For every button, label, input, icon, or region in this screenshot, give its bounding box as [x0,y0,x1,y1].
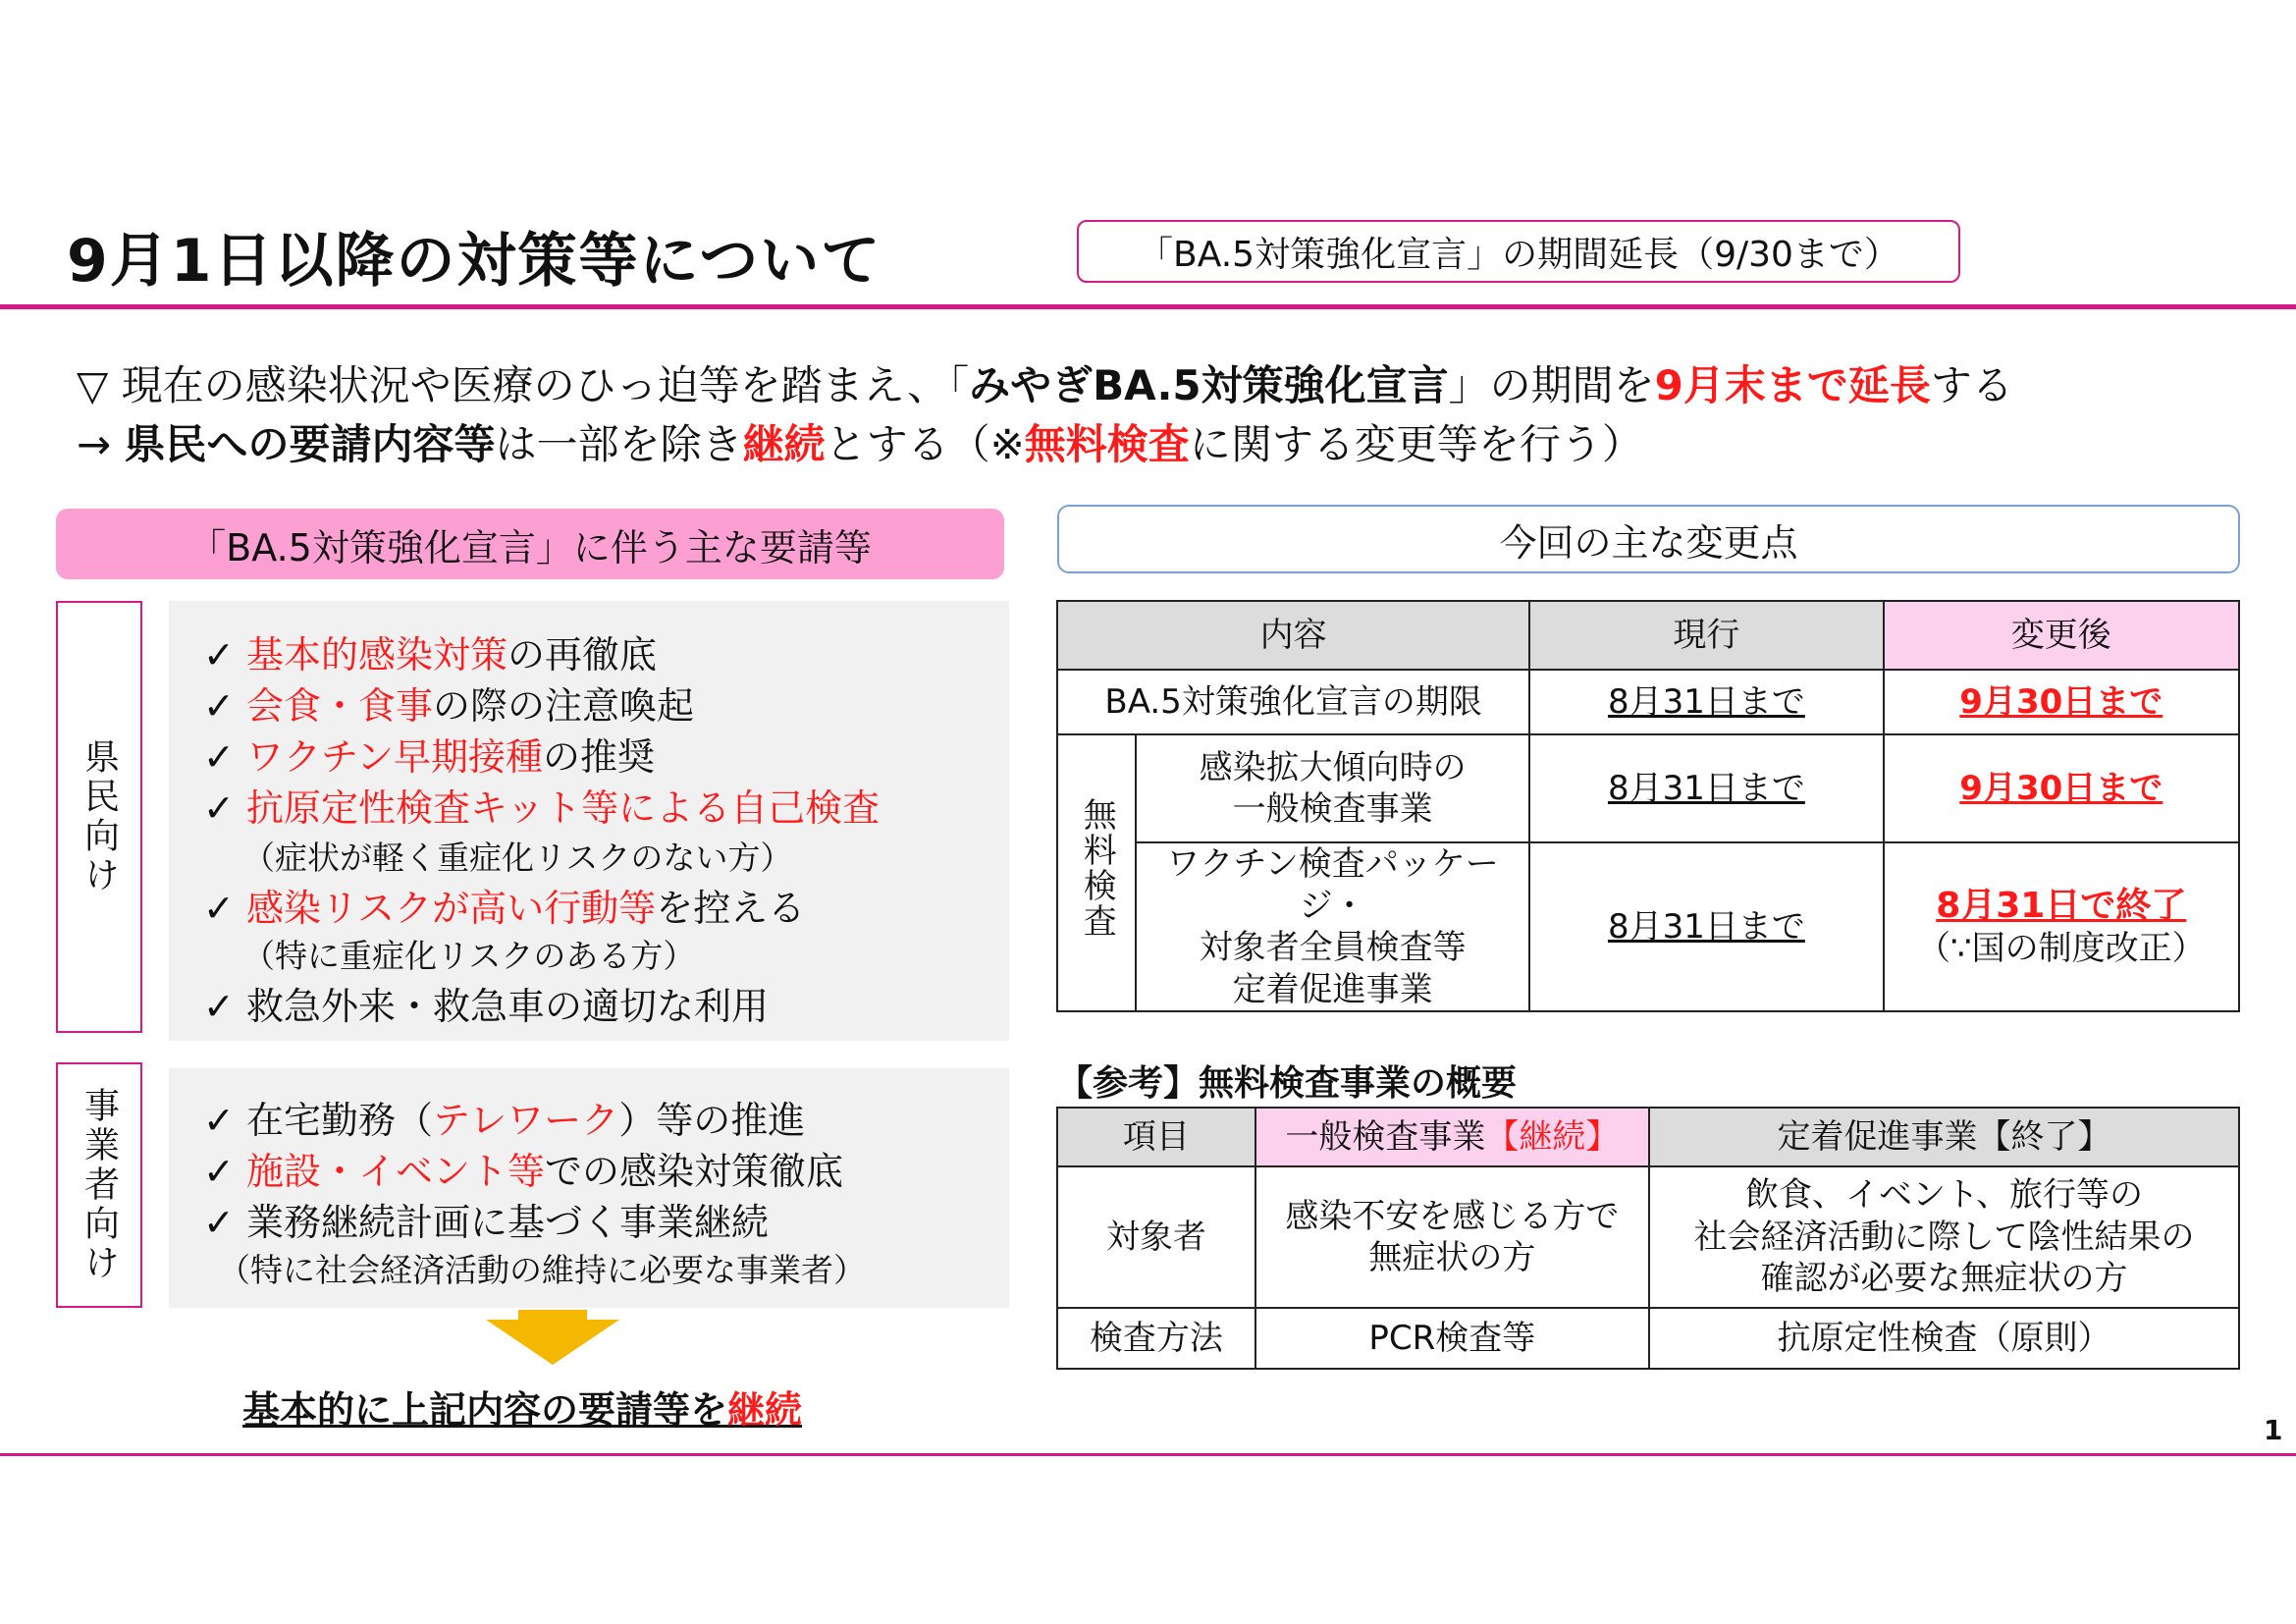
lead-text: とする（※ [825,420,1025,468]
request-item [203,1192,769,1246]
check-icon: ✓ [203,1201,235,1244]
header-settle: 定着促進事業【終了】 [1649,1108,2239,1166]
request-item [203,778,880,832]
request-text: ）等の推進 [618,1099,806,1142]
request-item [203,976,769,1030]
header-general [1255,1108,1649,1166]
request-highlight: ワクチン早期接種 [245,735,544,779]
after-value-cell [1884,842,2239,1011]
request-item [203,676,694,730]
business-label-box [56,1062,142,1308]
request-text: を控える [656,887,806,930]
conclusion [242,1380,802,1434]
header-general-label: 一般検査事業 [1285,1116,1486,1157]
row-label-line: 感染拡大傾向時の [1199,747,1467,787]
settle-target [1649,1166,2239,1308]
table-row [1057,670,2239,734]
business-label: 事業者向け [79,1087,120,1283]
current-value: 8月31日まで [1529,734,1883,842]
free-test-label: 無料検査 [1077,796,1117,939]
residents-label-box [56,601,142,1033]
request-highlight: 抗原定性検査キット等による自己検査 [245,786,881,830]
general-method: PCR検査等 [1255,1308,1649,1369]
residents-label: 県民向け [79,738,120,895]
after-value: 8月31日で終了 [1936,886,2187,927]
lead-free-test-highlight: 無料検査 [1024,420,1190,468]
lead-extension-highlight: 9月末まで延長 [1654,361,1931,409]
request-note: （特に社会経済活動の維持に必要な事業者） [218,1251,866,1289]
table-row [1057,1308,2239,1369]
request-highlight: 基本的感染対策 [245,633,507,677]
after-value: 9月30日まで [1884,734,2239,842]
general-target [1255,1166,1649,1308]
request-text: 救急外来・救急車の適切な利用 [245,985,769,1028]
lead-text: は一部を除き [495,420,743,468]
conclusion-text: 基本的に上記内容の要請等を [242,1388,728,1432]
lead-text: ▽ 現在の感染状況や医療のひっ迫等を踏まえ、「 [77,361,970,409]
reference-table [1056,1107,2240,1370]
table-row [1057,842,2239,1011]
row-label-line: ワクチン検査パッケージ・ [1166,844,1499,926]
request-text: の際の注意喚起 [432,684,694,728]
request-highlight: 施設・イベント等 [245,1150,545,1193]
cell-line: 社会経済活動に際して陰性結果の [1693,1217,2195,1257]
request-item [203,1090,805,1144]
request-note: （症状が軽く重症化リスクのない方） [242,839,793,877]
check-icon: ✓ [203,1150,235,1193]
changes-table [1056,600,2240,1012]
row-label-line: 対象者全員検査等 [1199,928,1467,967]
request-text: 在宅勤務（ [245,1099,433,1142]
lead-continue-highlight: 継続 [742,420,826,468]
footer-divider [0,1453,2296,1456]
conclusion-highlight: 継続 [727,1388,803,1432]
request-text: 業務継続計画に基づく事業継続 [245,1201,769,1244]
row-label: BA.5対策強化宣言の期限 [1057,670,1529,734]
lead-text: 」の期間を [1448,361,1655,409]
current-value: 8月31日まで [1529,842,1883,1011]
lead-requests: 県民への要請内容等 [124,420,496,468]
header-after: 変更後 [1884,601,2239,670]
after-value: 9月30日まで [1884,670,2239,734]
lead-text: に関する変更等を行う） [1189,420,1643,468]
request-text: での感染対策徹底 [544,1150,843,1193]
table-header-row [1057,1108,2239,1166]
check-icon: ✓ [203,684,235,728]
table-header-row [1057,601,2239,670]
changes-heading: 今回の主な変更点 [1057,505,2240,573]
row-label-line: 一般検査事業 [1232,789,1433,829]
check-icon: ✓ [203,1099,235,1142]
cell-line: 確認が必要な無症状の方 [1760,1259,2128,1299]
cell-line: 感染不安を感じる方で [1285,1196,1620,1236]
request-text: の推奨 [543,735,656,779]
row-label-line: 定着促進事業 [1232,969,1433,1009]
header-content: 内容 [1057,601,1529,670]
request-item [203,624,657,678]
table-row [1057,734,2239,842]
request-highlight: 感染リスクが高い行動等 [245,887,657,930]
check-icon: ✓ [203,985,235,1028]
page-number: 1 [2264,1414,2283,1446]
header-item: 項目 [1057,1108,1255,1166]
free-test-label-cell [1057,734,1136,1011]
check-icon: ✓ [203,786,235,830]
lead-line-2 [77,412,1643,471]
request-item [203,878,805,932]
request-highlight: 会食・食事 [245,684,433,728]
cell-line: 無症状の方 [1368,1238,1536,1277]
request-item [203,727,655,781]
current-value: 8月31日まで [1529,670,1883,734]
lead-line-1 [77,353,2013,412]
residents-requests-panel [169,601,1009,1041]
down-arrow-icon [486,1320,619,1365]
row-label: 検査方法 [1057,1308,1255,1369]
header-divider [0,304,2296,309]
lead-declaration-name: みやぎBA.5対策強化宣言 [969,361,1449,409]
period-extension-tag: 「BA.5対策強化宣言」の期間延長（9/30まで） [1077,220,1960,283]
check-icon: ✓ [203,633,235,677]
continue-tag: 【継続】 [1485,1116,1620,1157]
check-icon: ✓ [203,735,235,779]
lead-text: する [1930,361,2013,409]
cell-line: 飲食、イベント、旅行等の [1745,1175,2143,1216]
after-note: （∵国の制度改正） [1916,929,2206,969]
row-label [1136,734,1529,842]
reference-heading: 【参考】無料検査事業の概要 [1057,1063,1518,1104]
check-icon: ✓ [203,887,235,930]
business-requests-panel [169,1068,1009,1308]
table-row [1057,1166,2239,1308]
settle-method: 抗原定性検査（原則） [1649,1308,2239,1369]
request-item [203,1141,843,1195]
request-text: の再徹底 [507,633,657,677]
lead-arrow: → [77,420,125,468]
request-highlight: テレワーク [432,1099,619,1142]
page-title: 9月1日以降の対策等について [67,227,882,296]
request-note: （特に重症化リスクのある方） [242,937,696,975]
row-label [1136,842,1529,1011]
row-label: 対象者 [1057,1166,1255,1308]
requests-heading: 「BA.5対策強化宣言」に伴う主な要請等 [56,509,1004,579]
header-current: 現行 [1529,601,1883,670]
